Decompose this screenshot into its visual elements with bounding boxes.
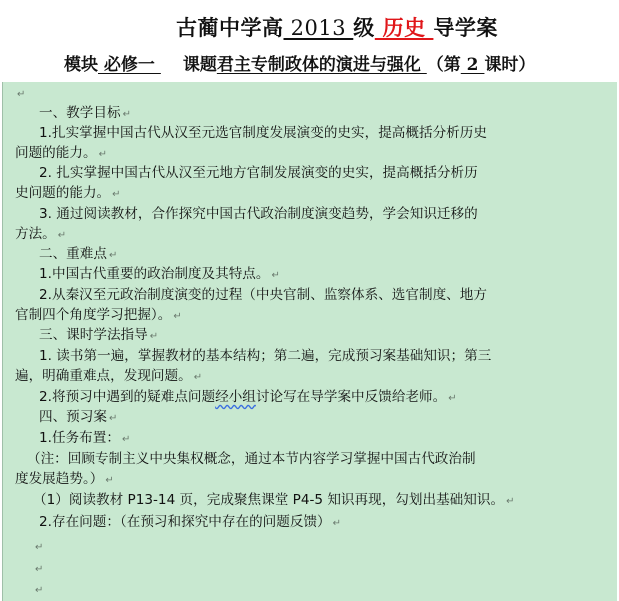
- page-title: [176, 12, 498, 42]
- paragraph-mark-icon: ↵: [57, 230, 67, 241]
- preview-note-cont: 度发展趋势。） ↵: [15, 471, 114, 487]
- paragraph-mark-icon: ↵: [271, 270, 280, 281]
- title-grade-label: 级: [353, 15, 375, 40]
- goal-item-2-cont: 史问题的能力。 ↵: [15, 185, 121, 201]
- paragraph-mark-icon: ↵: [112, 189, 121, 200]
- goal-item-1: 1.扎实掌握中国古代从汉至元选官制度发展演变的史实，提高概括分析历史: [39, 125, 487, 141]
- lesson-prefix: （第: [426, 55, 461, 75]
- paragraph-mark-icon: ↵: [332, 518, 342, 529]
- paragraph-mark-icon: ↵: [98, 149, 107, 160]
- title-subject: 历史: [374, 15, 434, 40]
- topic-label: 课题: [182, 55, 217, 75]
- paragraph-mark-icon: ↵: [448, 393, 457, 404]
- preview-item-2: 2.存在问题：（在预习和探究中存在的问题反馈） ↵: [39, 514, 342, 530]
- lesson-number: 2: [460, 55, 485, 75]
- document-header: [0, 0, 619, 82]
- paragraph-mark-icon: ↵: [108, 250, 118, 261]
- blank-line: [15, 84, 25, 104]
- goal-item-2: 2. 扎实掌握中国古代从汉至元地方官制发展演变的史实，提高概括分析历: [39, 165, 478, 181]
- blank-line: [33, 559, 43, 579]
- paragraph-mark-icon: ↵: [122, 109, 131, 120]
- title-school: 古蔺中学高: [176, 15, 284, 40]
- paragraph-mark-icon: ↵: [105, 475, 114, 486]
- method-item-1-cont: 遍，明确重难点，发现问题。 ↵: [15, 368, 203, 384]
- blank-line: [33, 580, 43, 600]
- paragraph-mark-icon: ↵: [149, 331, 159, 342]
- lesson-suffix: 课时）: [484, 55, 536, 75]
- paragraph-mark-icon: ↵: [173, 311, 182, 322]
- paragraph-mark-icon: ↵: [108, 413, 118, 424]
- paragraph-mark-icon: ↵: [35, 542, 44, 553]
- paragraph-mark-icon: ↵: [35, 564, 44, 575]
- blank-line: [33, 537, 43, 557]
- document-body[interactable]: [2, 82, 617, 601]
- module-label: 模块: [64, 55, 98, 75]
- goal-item-3: 3. 通过阅读教材，合作探究中国古代政治制度演变趋势，学会知识迁移的: [39, 206, 478, 222]
- goal-item-3-cont: 方法。 ↵: [15, 226, 67, 242]
- topic-value: 君主专制政体的演进与强化: [216, 55, 427, 75]
- paragraph-mark-icon: ↵: [35, 585, 44, 596]
- key-point-2: 2.从秦汉至元政治制度演变的过程（中央官制、监察体系、选官制度、地方: [39, 287, 487, 303]
- module-value: 必修一: [98, 55, 161, 75]
- paragraph-mark-icon: ↵: [506, 496, 515, 507]
- paragraph-mark-icon: ↵: [17, 89, 26, 100]
- page-subtitle: [64, 50, 535, 75]
- method-item-1: 1. 读书第一遍，掌握教材的基本结构；第二遍，完成预习案基础知识；第三: [39, 348, 492, 364]
- spellcheck-underline: 经小组: [215, 389, 256, 405]
- preview-note: （注：回顾专制主义中央集权概念，通过本节内容学习掌握中国古代政治制: [27, 451, 476, 467]
- preview-sub-item-1: （1）阅读教材 P13-14 页，完成聚焦课堂 P4-5 知识再现，勾划出基础知识。 ↵: [33, 492, 515, 508]
- section-heading-preview: 四、预习案 ↵: [39, 409, 118, 425]
- title-doc-type: 导学案: [433, 15, 498, 40]
- title-year: 2013: [283, 16, 354, 40]
- method-item-2: 2.将预习中遇到的疑难点问题经小组讨论写在导学案中反馈给老师。 ↵: [39, 389, 457, 405]
- section-heading-method: 三、课时学法指导 ↵: [39, 327, 159, 343]
- paragraph-mark-icon: ↵: [193, 372, 203, 383]
- section-heading-goals: 一、教学目标 ↵: [39, 105, 131, 121]
- key-point-2-cont: 官制四个角度学习把握）。 ↵: [15, 307, 182, 323]
- preview-item-1: 1.任务布置： ↵: [39, 430, 131, 446]
- section-heading-key-points: 二、重难点 ↵: [39, 246, 118, 262]
- paragraph-mark-icon: ↵: [121, 434, 131, 445]
- goal-item-1-cont: 问题的能力。 ↵: [15, 145, 107, 161]
- key-point-1: 1.中国古代重要的政治制度及其特点。 ↵: [39, 266, 280, 282]
